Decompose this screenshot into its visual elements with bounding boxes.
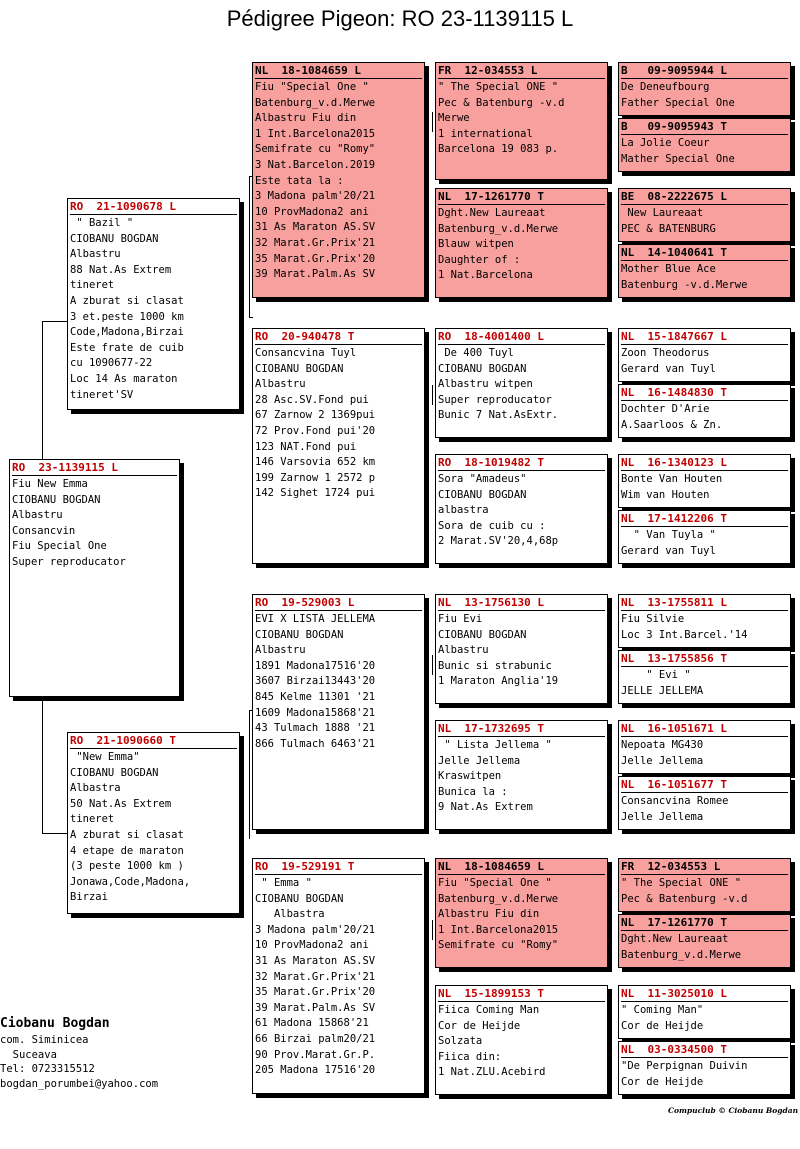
owner-name: Ciobanu Bogdan [0, 1016, 110, 1031]
connector-line [42, 833, 68, 834]
info-line: Wim van Houten [621, 488, 710, 501]
info-line: Blauw witpen [438, 238, 514, 251]
info-line: Mother Blue Ace [621, 263, 716, 275]
pedigree-card-gen5 [618, 510, 791, 564]
pedigree-card-gen4 [435, 594, 608, 704]
ring-number: NL 16-1484830 T [621, 386, 727, 399]
info-line: 199 Zarnow 1 2572 p [255, 471, 376, 484]
info-line: Fiica din: [438, 1050, 502, 1063]
ring-number: RO 19-529003 L [255, 596, 355, 609]
info-line: Jelle Jellema [438, 754, 521, 767]
info-line: 28 Asc.SV.Fond pui [255, 393, 369, 406]
info-line: Loc 14 As maraton [70, 372, 178, 385]
connector-line [432, 385, 433, 405]
info-line: CIOBANU BOGDAN [70, 766, 159, 779]
info-line: New Laureaat [621, 207, 704, 219]
pedigree-card-gen3 [252, 328, 425, 564]
ring-number: NL 13-1755856 T [621, 652, 727, 665]
pedigree-card-gen5 [618, 188, 791, 242]
ring-number: FR 12-034553 L [621, 860, 721, 873]
info-line: Fiu "Special One " [438, 877, 552, 889]
info-line: 3 Madona palm'20/21 [255, 923, 376, 936]
info-line: Jonawa,Code,Madona, [70, 875, 191, 888]
info-line: Fiica Coming Man [438, 1004, 540, 1016]
info-line: Bunica la : [438, 785, 508, 798]
info-line: Albastra [70, 782, 121, 795]
pedigree-card-gen3 [252, 594, 425, 830]
ring-number: NL 13-1756130 L [438, 596, 544, 609]
info-line: 1 Maraton Anglia'19 [438, 675, 559, 688]
info-line: Code,Madona,Birzai [70, 326, 184, 339]
ring-number: RO 21-1090678 L [70, 200, 176, 213]
info-line: 9 Nat.As Extrem [438, 801, 533, 814]
info-line: A zburat si clasat [70, 294, 184, 307]
info-line: 43 Tulmach 1888 '21 [255, 722, 376, 735]
info-line: 1 Int.Barcelona2015 [255, 127, 376, 140]
info-line: 1 Int.Barcelona2015 [438, 923, 559, 936]
info-line: 35 Marat.Gr.Prix'20 [255, 986, 376, 999]
ring-number: FR 12-034553 L [438, 64, 538, 77]
info-line: " The Special ONE " [621, 877, 742, 889]
info-line: " Van Tuyla " [621, 529, 716, 541]
ring-number: RO 18-1019482 T [438, 456, 544, 469]
ring-number: NL 03-0334500 T [621, 1043, 727, 1056]
info-line: Bunic si strabunic [438, 659, 552, 672]
info-line: 72 Prov.Fond pui'20 [255, 424, 376, 437]
connector-line [432, 112, 433, 132]
owner-email: bogdan_porumbei@yahoo.com [0, 1077, 159, 1090]
info-line: Loc 3 Int.Barcel.'14 [621, 628, 748, 641]
pedigree-card-gen5 [618, 244, 791, 298]
info-line: Consancvin [12, 524, 76, 537]
info-line: Solzata [438, 1035, 483, 1048]
info-line: 88 Nat.As Extrem [70, 263, 172, 276]
info-line: Cor de Heijde [621, 1075, 704, 1088]
pedigree-card-gen4 [435, 328, 608, 438]
info-line: Dght.New Laureaat [438, 207, 546, 219]
info-line: 1891 Madona17516'20 [255, 659, 376, 672]
info-line: 90 Prov.Marat.Gr.P. [255, 1048, 376, 1061]
ring-number: NL 16-1051677 T [621, 778, 727, 791]
info-line: De 400 Tuyl [438, 347, 514, 359]
ring-number: NL 17-1261770 T [621, 916, 727, 929]
info-line: Fiu Silvie [621, 613, 685, 625]
ring-number: NL 13-1755811 L [621, 596, 727, 609]
info-line: tineret'SV [70, 388, 134, 401]
ring-number: RO 19-529191 T [255, 860, 355, 873]
ring-number: NL 17-1261770 T [438, 190, 544, 203]
info-line: tineret [70, 813, 115, 826]
info-line: Este frate de cuib [70, 341, 184, 354]
info-line: Dochter D'Arie [621, 403, 710, 415]
info-line: Consancvina Romee [621, 795, 729, 807]
pedigree-card-gen4 [435, 858, 608, 968]
info-line: 845 Kelme 11301 '21 [255, 690, 376, 703]
pedigree-card-gen5 [618, 858, 791, 912]
info-line: CIOBANU BOGDAN [12, 493, 101, 506]
pedigree-card-gen5 [618, 62, 791, 116]
info-line: Fiu New Emma [12, 478, 88, 490]
ring-number: NL 18-1084659 L [255, 64, 361, 77]
owner-address: com. Siminicea [0, 1034, 89, 1046]
info-line: " Evi " [621, 669, 691, 681]
ring-number: B 09-9095944 L [621, 64, 727, 77]
info-line: Cor de Heijde [621, 1019, 704, 1032]
ring-number: NL 15-1899153 T [438, 987, 544, 1000]
pedigree-card-gen4 [435, 985, 608, 1095]
ring-number: NL 11-3025010 L [621, 987, 727, 1000]
info-line: Kraswitpen [438, 770, 502, 783]
ring-number: RO 20-940478 T [255, 330, 355, 343]
ring-number: NL 18-1084659 L [438, 860, 544, 873]
info-line: Zoon Theodorus [621, 347, 710, 359]
ring-number: RO 18-4001400 L [438, 330, 544, 343]
info-line: Bunic 7 Nat.AsExtr. [438, 409, 559, 422]
info-line: CIOBANU BOGDAN [255, 362, 344, 375]
info-line: CIOBANU BOGDAN [255, 628, 344, 641]
info-line: Cor de Heijde [438, 1019, 521, 1032]
info-line: Nepoata MG430 [621, 739, 704, 751]
info-line: cu 1090677-22 [70, 357, 153, 370]
owner-info [0, 1015, 158, 1091]
pedigree-card-dam [67, 732, 240, 914]
info-line: 3607 Birzai13443'20 [255, 675, 376, 688]
pedigree-card-gen4 [435, 720, 608, 830]
info-line: "New Emma" [70, 751, 140, 763]
info-line: CIOBANU BOGDAN [438, 488, 527, 501]
info-line: Albastru [255, 378, 306, 391]
info-line: Batenburg_v.d.Merwe [438, 222, 559, 235]
info-line: A.Saarloos & Zn. [621, 418, 723, 431]
ring-number: NL 17-1412206 T [621, 512, 727, 525]
info-line: "De Perpignan Duivin [621, 1060, 748, 1072]
pedigree-card-gen4 [435, 62, 608, 180]
ring-number: NL 14-1040641 T [621, 246, 727, 259]
info-line: Gerard van Tuyl [621, 362, 716, 375]
info-line: Batenburg_v.d.Merwe [438, 892, 559, 905]
info-line: 3 Madona palm'20/21 [255, 190, 376, 203]
info-line: Batenburg -v.d.Merwe [621, 278, 748, 291]
info-line: " The Special ONE " [438, 81, 559, 93]
info-line: Sora "Amadeus" [438, 473, 527, 485]
info-line: 66 Birzai palm20/21 [255, 1032, 376, 1045]
info-line: De Deneufbourg [621, 81, 710, 93]
ring-number: NL 17-1732695 T [438, 722, 544, 735]
info-line: 50 Nat.As Extrem [70, 797, 172, 810]
info-line: 10 ProvMadona2 ani [255, 205, 369, 218]
connector-line [249, 710, 250, 839]
connector-line [432, 655, 433, 675]
pedigree-card-gen5 [618, 384, 791, 438]
info-line: Sora de cuib cu : [438, 519, 546, 532]
info-line: Fiu Special One [12, 540, 107, 553]
info-line: CIOBANU BOGDAN [438, 628, 527, 641]
info-line: " Lista Jellema " [438, 739, 552, 751]
info-line: albastra [438, 504, 489, 517]
pedigree-card-subject [9, 459, 180, 697]
info-line: Fiu "Special One " [255, 81, 369, 93]
pedigree-card-gen5 [618, 914, 791, 968]
info-line: 1609 Madona15868'21 [255, 706, 376, 719]
info-line: 31 As Maraton AS.SV [255, 221, 376, 234]
info-line: Albastru [438, 644, 489, 657]
info-line: Super reproducator [438, 393, 552, 406]
info-line: Albastra [255, 908, 325, 921]
pedigree-card-gen4 [435, 188, 608, 298]
info-line: Dght.New Laureaat [621, 933, 729, 945]
info-line: Semifrate cu "Romy" [255, 143, 376, 156]
connector-line [432, 920, 433, 940]
info-line: CIOBANU BOGDAN [70, 232, 159, 245]
connector-line [42, 698, 43, 833]
pedigree-card-gen3 [252, 858, 425, 1094]
ring-number: NL 16-1340123 L [621, 456, 727, 469]
pedigree-card-gen5 [618, 454, 791, 508]
info-line: Albastru [255, 644, 306, 657]
info-line: Merwe [438, 112, 470, 125]
info-line: 32 Marat.Gr.Prix'21 [255, 236, 376, 249]
info-line: tineret [70, 279, 115, 292]
owner-city: Suceava [0, 1048, 57, 1061]
info-line: 32 Marat.Gr.Prix'21 [255, 970, 376, 983]
info-line: Pec & Batenburg -v.d [621, 892, 748, 905]
info-line: " Coming Man" [621, 1004, 704, 1016]
info-line: Daughter of : [438, 253, 521, 266]
info-line: EVI X LISTA JELLEMA [255, 613, 376, 625]
info-line: 146 Varsovia 652 km [255, 456, 376, 469]
pedigree-card-gen3 [252, 62, 425, 298]
info-line: 39 Marat.Palm.As SV [255, 268, 376, 281]
software-credit: Compuclub © Ciobanu Bogdan [668, 1106, 799, 1115]
info-line: Albastru witpen [438, 378, 533, 391]
info-line: Jelle Jellema [621, 754, 704, 767]
info-line: Consancvina Tuyl [255, 347, 357, 359]
pedigree-card-sire [67, 198, 240, 410]
info-line: 31 As Maraton AS.SV [255, 954, 376, 967]
info-line: " Emma " [255, 877, 312, 889]
info-line: " Bazil " [70, 217, 134, 229]
info-line: 10 ProvMadona2 ani [255, 939, 369, 952]
info-line: Semifrate cu "Romy" [438, 939, 559, 952]
info-line: 142 Sighet 1724 pui [255, 487, 376, 500]
info-line: Albastru [12, 509, 63, 522]
info-line: Gerard van Tuyl [621, 544, 716, 557]
pedigree-card-gen5 [618, 328, 791, 382]
ring-number: NL 16-1051671 L [621, 722, 727, 735]
info-line: Birzai [70, 891, 108, 904]
info-line: Batenburg_v.d.Merwe [255, 96, 376, 109]
info-line: CIOBANU BOGDAN [438, 362, 527, 375]
info-line: 3 Nat.Barcelon.2019 [255, 158, 376, 171]
info-line: 3 et.peste 1000 km [70, 310, 184, 323]
info-line: Albastru Fiu din [438, 908, 540, 921]
connector-line [42, 321, 43, 459]
info-line: 61 Madona 15868'21 [255, 1017, 369, 1030]
pedigree-card-gen5 [618, 776, 791, 830]
info-line: (3 peste 1000 km ) [70, 860, 184, 873]
info-line: 4 etape de maraton [70, 844, 184, 857]
info-line: Este tata la : [255, 174, 344, 187]
info-line: A zburat si clasat [70, 828, 184, 841]
info-line: 39 Marat.Palm.As SV [255, 1001, 376, 1014]
ring-number: RO 21-1090660 T [70, 734, 176, 747]
owner-phone: Tel: 0723315512 [0, 1063, 95, 1075]
connector-line [42, 321, 68, 322]
ring-number: B 09-9095943 T [621, 120, 727, 133]
info-line: 1 Nat.Barcelona [438, 269, 533, 282]
ring-number: BE 08-2222675 L [621, 190, 727, 203]
info-line: 67 Zarnow 2 1369pui [255, 409, 376, 422]
ring-number: NL 15-1847667 L [621, 330, 727, 343]
info-line: 123 NAT.Fond pui [255, 440, 357, 453]
ring-number: RO 23-1139115 L [12, 461, 118, 474]
pedigree-card-gen5 [618, 720, 791, 774]
connector-line [249, 176, 250, 317]
info-line: Albastru [70, 248, 121, 261]
pedigree-card-gen5 [618, 985, 791, 1039]
info-line: Albastru Fiu din [255, 112, 357, 125]
info-line: CIOBANU BOGDAN [255, 892, 344, 905]
info-line: 205 Madona 17516'20 [255, 1064, 376, 1077]
pedigree-card-gen5 [618, 118, 791, 172]
info-line: 1 international [438, 127, 533, 140]
info-line: 35 Marat.Gr.Prix'20 [255, 252, 376, 265]
info-line: Barcelona 19 083 p. [438, 143, 559, 156]
info-line: Pec & Batenburg -v.d [438, 96, 565, 109]
page-title: Pédigree Pigeon: RO 23-1139115 L [226, 6, 574, 31]
pedigree-card-gen5 [618, 1041, 791, 1095]
info-line: 2 Marat.SV'20,4,68p [438, 535, 559, 548]
info-line: 866 Tulmach 6463'21 [255, 737, 376, 750]
info-line: Bonte Van Houten [621, 473, 723, 485]
info-line: La Jolie Coeur [621, 137, 710, 149]
pedigree-card-gen4 [435, 454, 608, 564]
info-line: PEC & BATENBURG [621, 222, 716, 235]
info-line: Father Special One [621, 96, 735, 109]
info-line: 1 Nat.ZLU.Acebird [438, 1066, 546, 1079]
pedigree-card-gen5 [618, 594, 791, 648]
info-line: Super reproducator [12, 555, 126, 568]
info-line: JELLE JELLEMA [621, 684, 704, 697]
info-line: Mather Special One [621, 152, 735, 165]
connector-line [249, 317, 253, 318]
info-line: Batenburg_v.d.Merwe [621, 948, 742, 961]
info-line: Fiu Evi [438, 613, 483, 625]
info-line: Jelle Jellema [621, 810, 704, 823]
pedigree-card-gen5 [618, 650, 791, 704]
